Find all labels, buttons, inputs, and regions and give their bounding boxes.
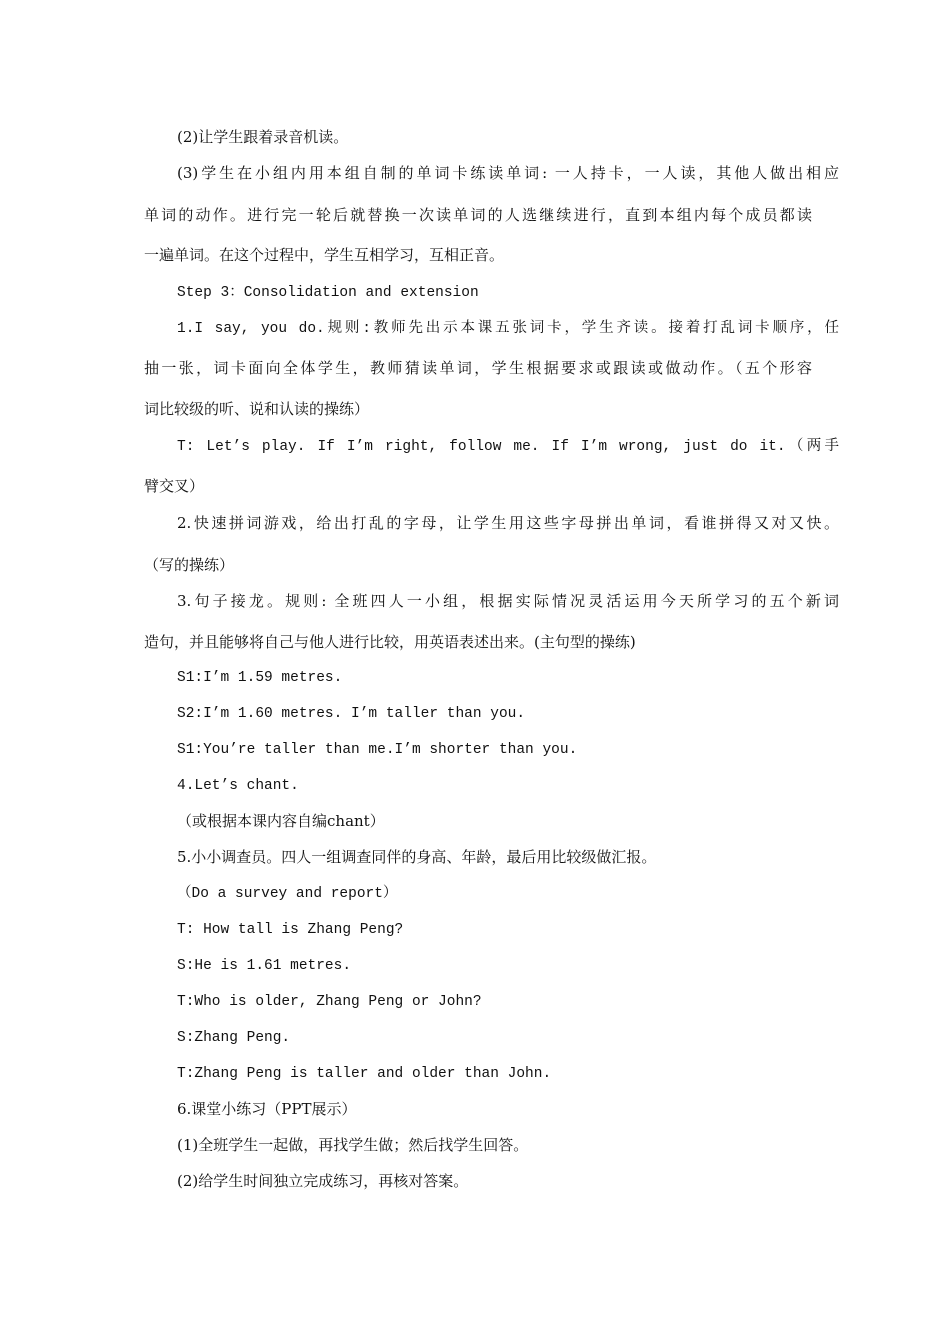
dialogue-line: T: How tall is Zhang Peng? xyxy=(177,922,404,938)
paragraph-line: 4.Let’s chant. xyxy=(177,778,299,794)
dialogue-line: T:Zhang Peng is taller and older than John. xyxy=(177,1066,552,1082)
section-heading: Step 3：Consolidation and extension xyxy=(177,285,479,301)
paragraph-line: 6.课堂小练习（PPT展示） xyxy=(177,1100,357,1118)
dialogue-line: S2:I’m 1.60 metres. I’m taller than you. xyxy=(177,706,526,722)
paragraph-line: （Do a survey and report） xyxy=(177,886,398,902)
dialogue-line: S:He is 1.61 metres. xyxy=(177,958,352,974)
paragraph-line: (2)让学生跟着录音机读。 xyxy=(177,128,349,146)
paragraph-line: 单词的动作。进行完一轮后就替换一次读单词的人选继续进行，直到本组内每个成员都读 xyxy=(144,206,812,224)
paragraph-line: 3.句子接龙。规则: 全班四人一小组，根据实际情况灵活运用今天所学习的五个新词 xyxy=(177,592,839,610)
paragraph-line: （写的操练） xyxy=(144,556,235,574)
paragraph-line: 一遍单词。在这个过程中，学生互相学习，互相正音。 xyxy=(144,246,505,264)
paragraph-line: （或根据本课内容自编chant） xyxy=(177,812,385,830)
paragraph-line: 抽一张，词卡面向全体学生，教师猜读单词，学生根据要求或跟读或做动作。（五个形容 xyxy=(144,359,812,377)
paragraph-line: 造句，并且能够将自己与他人进行比较，用英语表述出来。(主句型的操练) xyxy=(144,633,636,651)
paragraph-line: (3)学生在小组内用本组自制的单词卡练读单词: 一人持卡，一人读，其他人做出相应 xyxy=(177,164,839,182)
paragraph-line: 词比较级的听、说和认读的操练） xyxy=(144,400,370,418)
paragraph-line: T: Let’s play. If I’m right, follow me. If I’m wrong, just do it.（两手 xyxy=(177,439,839,455)
dialogue-line: S1:You’re taller than me.I’m shorter than you. xyxy=(177,742,578,758)
paragraph-line: 2.快速拼词游戏，给出打乱的字母，让学生用这些字母拼出单词，看谁拼得又对又快。 xyxy=(177,514,839,532)
paragraph-line: (1)全班学生一起做，再找学生做；然后找学生回答。 xyxy=(177,1136,529,1154)
paragraph-line: 1.I say, you do.规则:教师先出示本课五张词卡，学生齐读。接着打乱词卡顺序，任 xyxy=(177,321,839,337)
dialogue-line: S1:I’m 1.59 metres. xyxy=(177,670,343,686)
paragraph-line: (2)给学生时间独立完成练习，再核对答案。 xyxy=(177,1172,469,1190)
dialogue-line: S:Zhang Peng. xyxy=(177,1030,291,1046)
dialogue-line: T:Who is older, Zhang Peng or John? xyxy=(177,994,482,1010)
paragraph-line: 5.小小调查员。四人一组调查同伴的身高、年龄，最后用比较级做汇报。 xyxy=(177,848,657,866)
paragraph-line: 臂交叉） xyxy=(144,477,205,495)
